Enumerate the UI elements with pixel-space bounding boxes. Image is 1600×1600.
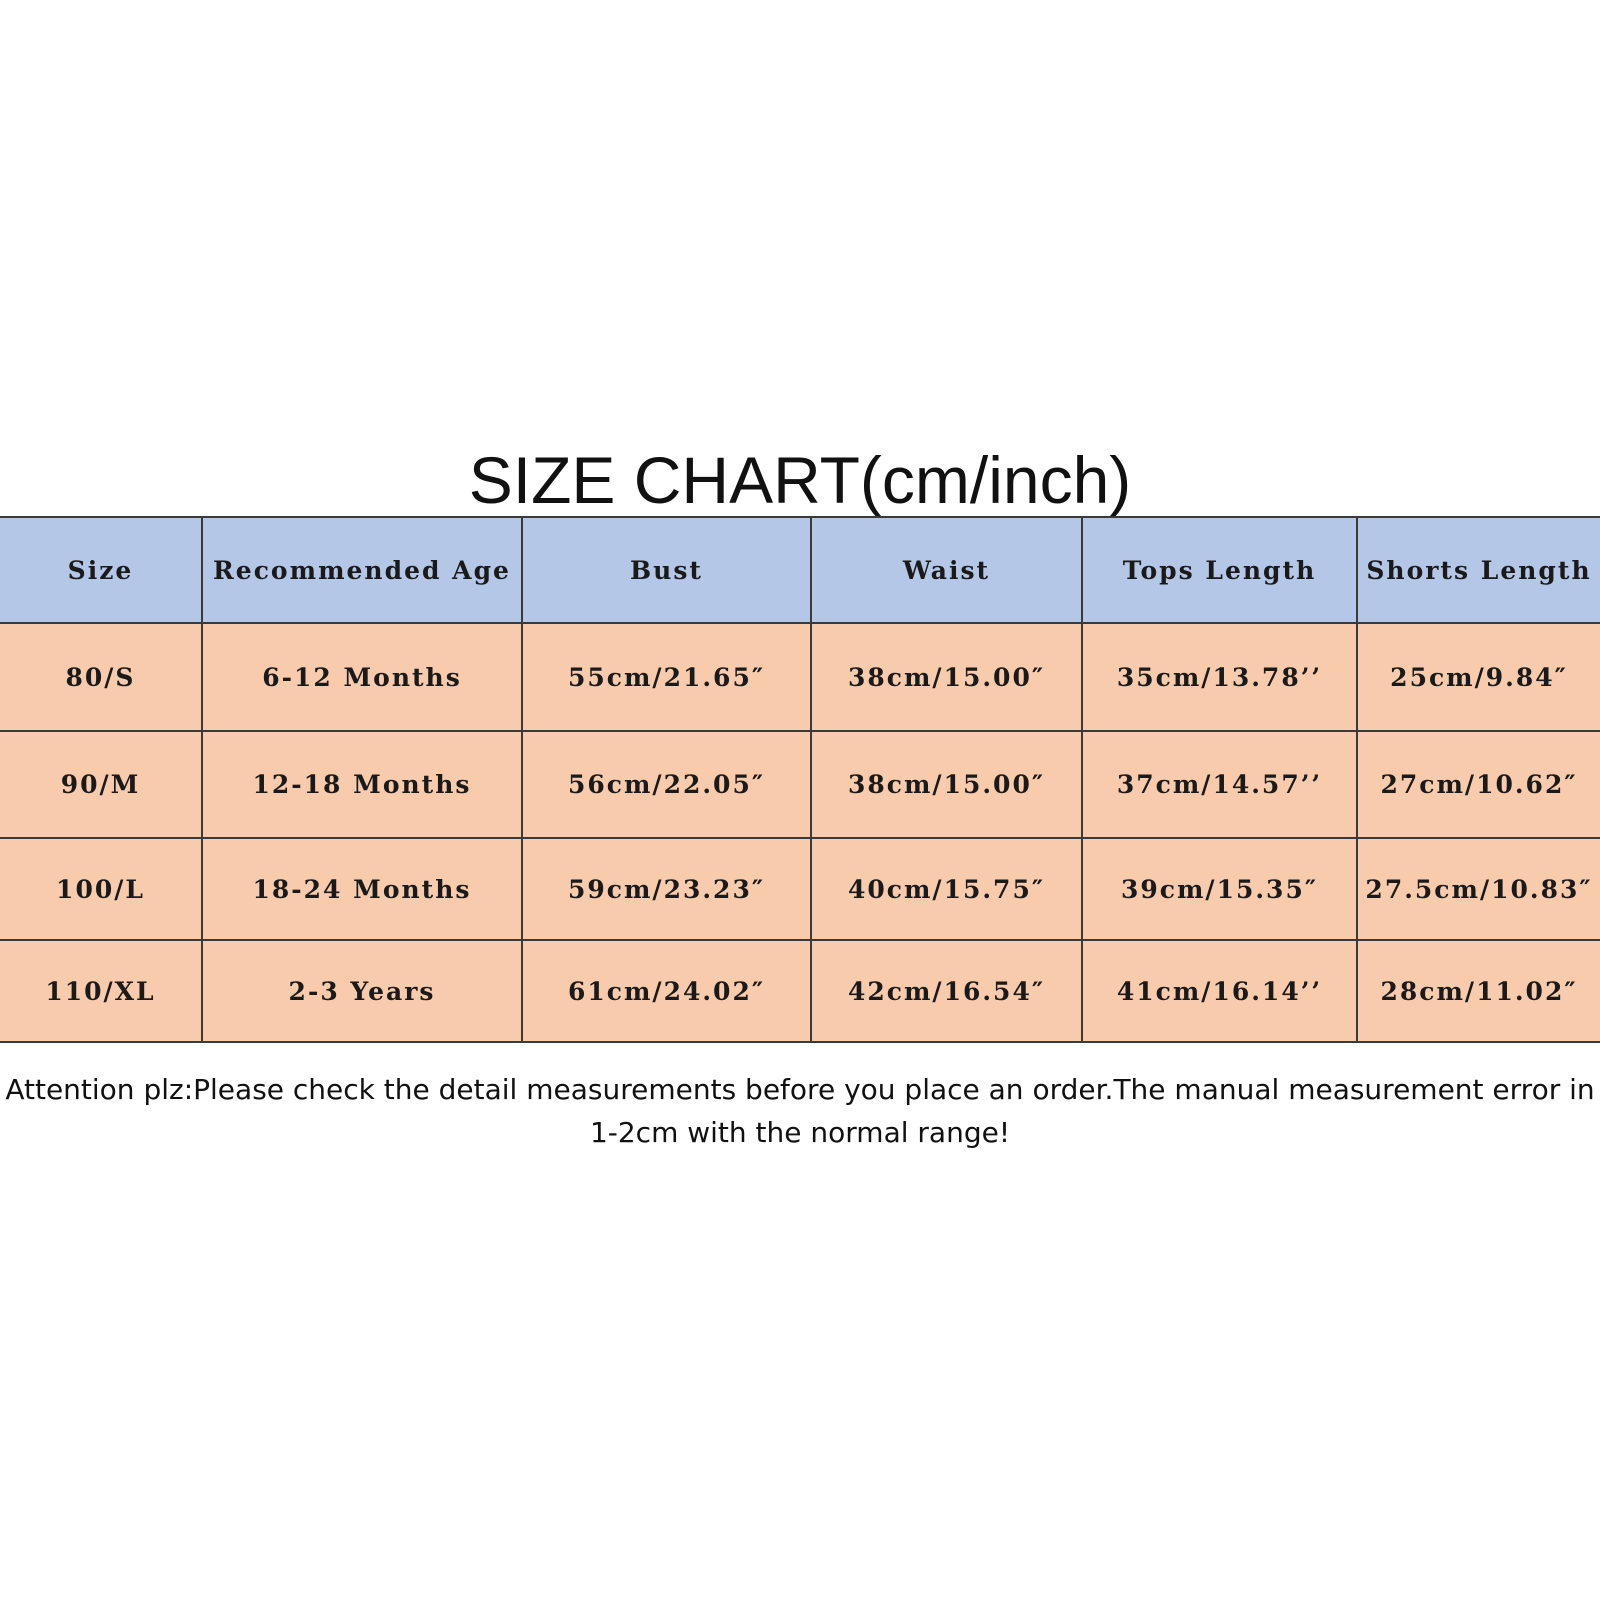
cell-bust: 56cm/22.05″ — [522, 731, 811, 838]
header-shorts-length: Shorts Length — [1357, 517, 1600, 623]
header-waist: Waist — [811, 517, 1082, 623]
cell-bust: 61cm/24.02″ — [522, 940, 811, 1042]
cell-waist: 40cm/15.75″ — [811, 838, 1082, 940]
attention-note — [0, 1068, 1600, 1154]
cell-bust: 59cm/23.23″ — [522, 838, 811, 940]
header-tops-length: Tops Length — [1082, 517, 1357, 623]
size-chart-table — [0, 516, 1600, 1043]
cell-waist: 42cm/16.54″ — [811, 940, 1082, 1042]
cell-bust: 55cm/21.65″ — [522, 623, 811, 731]
header-recommended-age: Recommended Age — [202, 517, 522, 623]
table-header-row — [0, 517, 1600, 623]
table-row — [0, 838, 1600, 940]
cell-tops-length: 35cm/13.78’’ — [1082, 623, 1357, 731]
cell-waist: 38cm/15.00″ — [811, 731, 1082, 838]
cell-recommended-age: 18-24 Months — [202, 838, 522, 940]
cell-recommended-age: 2-3 Years — [202, 940, 522, 1042]
cell-shorts-length: 27.5cm/10.83″ — [1357, 838, 1600, 940]
table-row — [0, 940, 1600, 1042]
cell-size: 90/M — [0, 731, 202, 838]
cell-size: 100/L — [0, 838, 202, 940]
cell-size: 80/S — [0, 623, 202, 731]
header-size: Size — [0, 517, 202, 623]
table-row — [0, 731, 1600, 838]
cell-tops-length: 37cm/14.57’’ — [1082, 731, 1357, 838]
attention-note-line-2: 1-2cm with the normal range! — [589, 1116, 1011, 1149]
cell-size: 110/XL — [0, 940, 202, 1042]
cell-recommended-age: 12-18 Months — [202, 731, 522, 838]
cell-waist: 38cm/15.00″ — [811, 623, 1082, 731]
table-row — [0, 623, 1600, 731]
cell-recommended-age: 6-12 Months — [202, 623, 522, 731]
size-chart-title: SIZE CHART(cm/inch) — [468, 443, 1132, 517]
cell-shorts-length: 25cm/9.84″ — [1357, 623, 1600, 731]
cell-shorts-length: 28cm/11.02″ — [1357, 940, 1600, 1042]
cell-shorts-length: 27cm/10.62″ — [1357, 731, 1600, 838]
attention-note-line-1: Attention plz:Please check the detail measurements before you place an order.The manual measurement error in — [5, 1073, 1595, 1106]
header-bust: Bust — [522, 517, 811, 623]
cell-tops-length: 39cm/15.35″ — [1082, 838, 1357, 940]
cell-tops-length: 41cm/16.14’’ — [1082, 940, 1357, 1042]
